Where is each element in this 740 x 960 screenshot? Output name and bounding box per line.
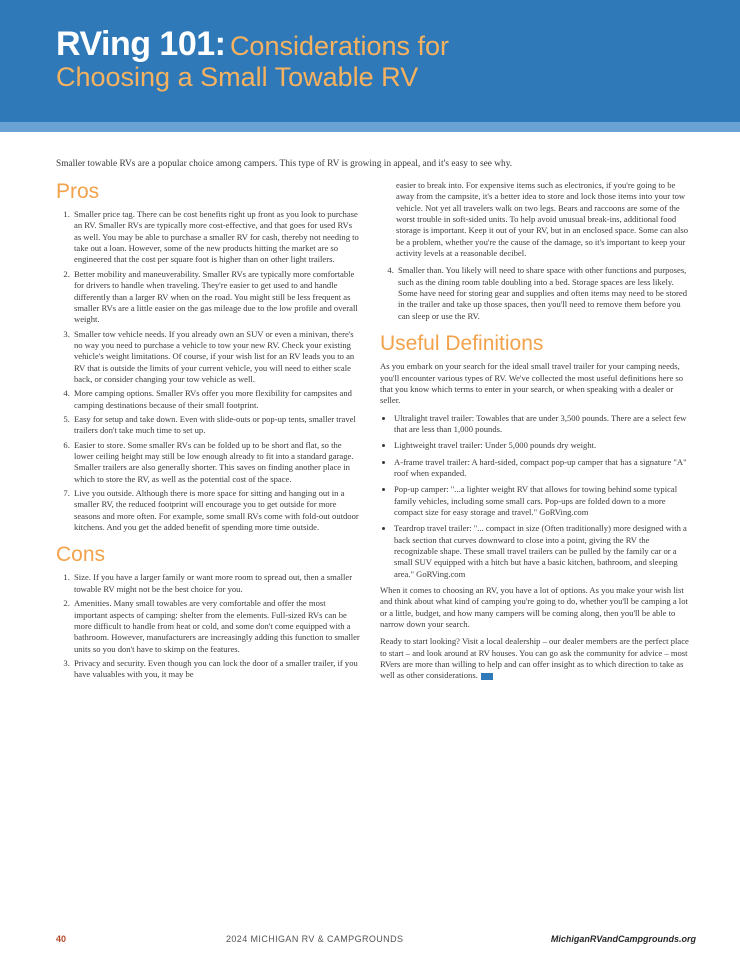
list-item: 2. Amenities. Many small towables are very comfortable and offer the most important aspects of camping: shelter from the elements. Full-sized RVs can be more difficult to handle from heat or cold, and some don't come equipped with a bathroom. However, manufacturers are increasingly adding this function to smaller units so you don't have to skimp on the features.: [72, 598, 360, 655]
website-url[interactable]: MichiganRVandCampgrounds.org: [550, 934, 696, 944]
end-mark-icon: [481, 673, 493, 680]
page-footer: [56, 934, 696, 950]
list-item: • Ultralight travel trailer: Towables that are under 3,500 pounds. There are a select few that are less than 1,000 pounds.: [394, 413, 692, 436]
list-item: 5. Easy for setup and take down. Even with slide-outs or pop-up tents, smaller travel trailers don't take much time to set up.: [72, 414, 360, 437]
list-item: 4. More camping options. Smaller RVs offer you more flexibility for campsites and camping destinations because of their small footprint.: [72, 388, 360, 411]
list-item: • A-frame travel trailer: A hard-sided, compact pop-up camper that has a signature "A" roof when expanded.: [394, 457, 692, 480]
closing-paragraph: When it comes to choosing an RV, you have a lot of options. As you make your wish list and think about what kind of camping you're going to do, whether you'll be camping a lot or a little, budget, and how many campers will be coming along, then you'll be able to narrow down your search.: [380, 585, 688, 630]
pros-heading: Pros: [56, 180, 100, 203]
list-item: 4. Smaller than. You likely will need to share space with other functions and purposes, such as the dining room table doubling into a bed. Storage spaces are less likely. Some have need for storing gear and supplies and often items may need to be stored in the trailer and take up those spaces, then you'll need to remove them before you can sleep or use the RV.: [396, 265, 692, 322]
cons-list: [56, 572, 360, 680]
title-rest: Considerations for: [229, 31, 450, 61]
list-item: 1. Size. If you have a larger family or want more room to spread out, then a smaller towable RV might not be the best choice for you.: [72, 572, 360, 595]
right-column: [380, 180, 692, 688]
list-item: 3. Smaller tow vehicle needs. If you already own an SUV or even a minivan, there's no way you need to purchase a vehicle to tow your new RV. Check your existing vehicle's weight limitations. Of course, if your wish list for an RV leads you to an RV that is outside the limits of your current vehicle, you will need to either scale back, or consider changing your tow vehicle as well.: [72, 329, 360, 386]
definitions-intro: As you embark on your search for the ideal small travel trailer for your camping needs, you'll encounter various types of RV. We've collected the most useful definitions here so that you know which terms to enter in your search, or when speaking with a dealer or seller.: [380, 361, 684, 406]
title-bold: RVing 101:: [56, 25, 226, 63]
cons-list-continued: [380, 265, 692, 322]
cons-continuation: easier to break into. For expensive items such as electronics, if you're going to be away from the campsite, it's a better idea to store and lock those items into your tow vehicle. Not yet all travelers walk on two legs. Bears and raccoons are some of the worst trouble in soft-sided units. To help avoid unusual break-ins, additional food storage is important. Keep it out of your RV, but in an enclosed space. Some can also be a problem, whether you're the cause of the damage, so it's important to keep your activity levels at a reasonable decibel.: [396, 180, 688, 259]
header-band: [0, 122, 740, 132]
cons-heading: Cons: [56, 543, 106, 567]
definitions-list: [380, 413, 692, 580]
page-title: [56, 26, 706, 92]
intro-paragraph: Smaller towable RVs are a popular choice among campers. This type of RV is growing in appeal, and it's easy to see why.: [56, 159, 513, 169]
page-number: 40: [56, 934, 67, 944]
definitions-heading: Useful Definitions: [380, 332, 544, 356]
left-column: [56, 180, 360, 684]
list-item: • Pop-up camper: "...a lighter weight RV that allows for towing behind some typical family vehicles, including some small cars. Pop-ups are folded down to a more compact size for easy storage and travel." GoRVing.com: [394, 484, 692, 518]
list-item: 7. Live you outside. Although there is more space for sitting and hanging out in a smaller RV, the reduced footprint will encourage you to get outside for more seasons and more often. For example, some small RVs come with fold-out outdoor kitchens. And you get the added benefit of spending more time outside.: [72, 488, 360, 533]
list-item: • Teardrop travel trailer: "... compact in size (Often traditionally) more designed with a back section that curves downward to close into a point, giving the RV the recognizable shape. These small travel trailers can be pulled by the family car or a small SUV equipped with a hitch but have a basic kitchen, bathroom, and sleeping area." GoRVing.com: [394, 523, 692, 580]
list-item: 1. Smaller price tag. There can be cost benefits right up front as you look to purchase an RV. Smaller RVs are typically more cost-effective, and that goes for used RVs as well. You may be able to purchase a smaller RV for cash, thereby not needing to take out a loan. However, some of the new products hitting the market are so engineered that the cost per square foot is higher than on other light trailers.: [72, 209, 360, 266]
list-item: 3. Privacy and security. Even though you can lock the door of a smaller trailer, if you have valuables with you, it may be: [72, 658, 360, 681]
closing-text: Ready to start looking? Visit a local dealership – our dealer members are the perfect place to start – and look around at RV houses. You can go ask the community for advice – most RVers are more than willing to help and can offer insight as to which direction to take as well as other considerations.: [380, 636, 689, 681]
closing-paragraph-2: [380, 636, 692, 681]
list-item: 2. Better mobility and maneuverability. Smaller RVs are typically more comfortable for drivers to handle when traveling. They're easier to get used to and handle differently than a larger RV when on the road. You might still be less frequent as smaller RVs are a little easier on the gas mileage due to the low profile and overall weight.: [72, 269, 360, 326]
title-line2: Choosing a Small Towable RV: [56, 61, 419, 92]
publication-name: 2024 MICHIGAN RV & CAMPGROUNDS: [226, 934, 404, 944]
page-header: [0, 0, 740, 132]
list-item: 6. Easier to store. Some smaller RVs can be folded up to be short and flat, so the lower ceiling height may still be low enough already to fit into a standard garage. Smaller trailers are also generally shorter. This saves on finding another place in which to store the RV, as well as the potential cost of the space.: [72, 440, 360, 485]
pros-list: [56, 209, 360, 533]
list-item: • Lightweight travel trailer: Under 5,000 pounds dry weight.: [394, 440, 692, 451]
